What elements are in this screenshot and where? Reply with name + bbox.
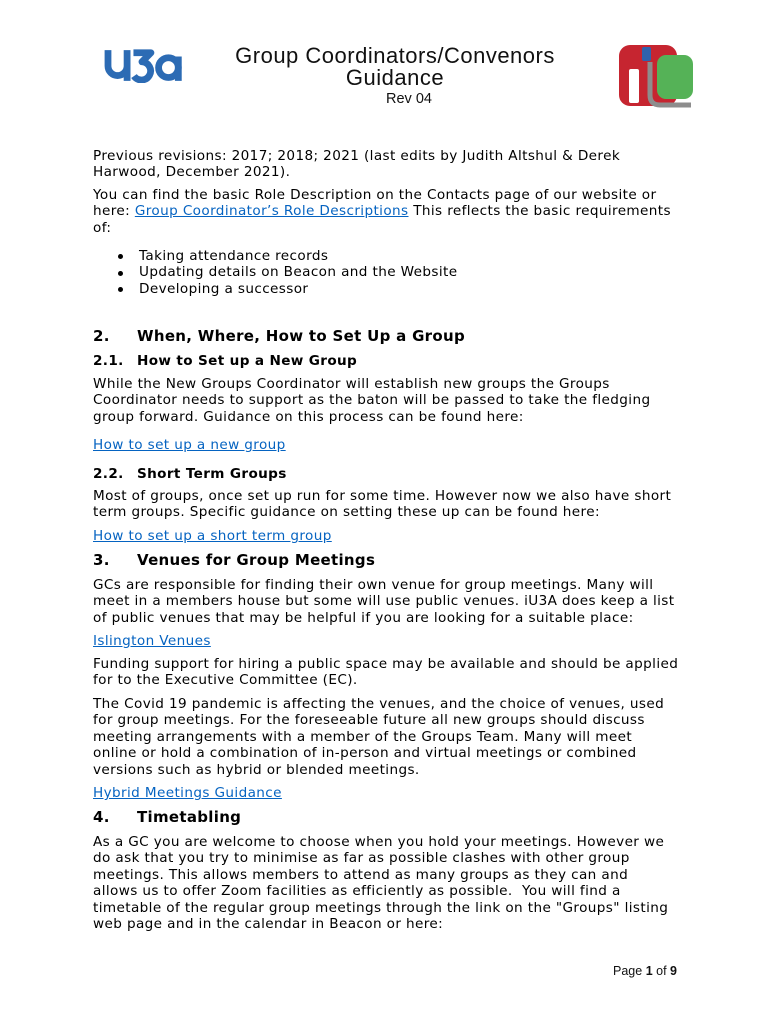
section-title: When, Where, How to Set Up a Group [137,327,466,345]
subsection-heading [93,352,357,370]
subsection-heading [93,465,287,483]
paragraph-line [93,785,282,801]
paragraph-line: Funding support for hiring a public space may be available and should be applied [93,656,679,672]
hybrid-meetings-guidance-link[interactable]: Hybrid Meetings Guidance [93,785,282,801]
funding-paragraph [93,656,678,689]
paragraph-line: group forward. Guidance on this process can be found here: [93,408,524,425]
paragraph-line: meetings. This allows members to attend as many groups as they can and [93,866,629,883]
section-title: Venues for Group Meetings [137,551,376,569]
subsection-title: Short Term Groups [137,466,287,482]
current-page-number: 1 [645,964,653,978]
bullet-icon [118,271,123,276]
title-line: Group Coordinators/Convenors [235,43,555,68]
paragraph-line: online or hold a combination of in-person and virtual meetings or combined [93,745,637,762]
section-heading [93,550,375,570]
requirements-list [93,248,458,297]
paragraph-line: Previous revisions: 2017; 2018; 2021 (last edits by Judith Altshul & Derek [93,148,621,164]
logo-letter-u [108,50,127,81]
section-title: Timetabling [137,808,242,826]
short-term-paragraph [93,488,671,521]
paragraph-line: do ask that you try to minimise as far as possible clashes with other group [93,850,630,867]
paragraph-line: term groups. Specific guidance on setting these up can be found here: [93,504,600,521]
new-group-link-line [93,437,286,453]
paragraph-line: timetable of the regular group meetings through the link on the "Groups" listing [93,899,669,916]
document-title [200,45,590,89]
iu3a-logo [619,45,693,108]
new-group-link[interactable]: How to set up a new group [93,437,286,453]
venues-link-line [93,633,211,649]
paragraph-line: allows us to offer Zoom facilities as efficiently as possible. You will find a [93,883,621,900]
paragraph-line: The Covid 19 pandemic is affecting the venues, and the choice of venues, used [93,696,665,712]
revisions-paragraph [93,148,620,181]
text-before-link: here: [93,203,135,220]
paragraph-line: for group meetings. For the foreseeable future all new groups should discuss [93,712,645,729]
logo-letter-3 [133,53,151,80]
list-item-text: Taking attendance records [139,248,329,264]
paragraph-line: As a GC you are welcome to choose when you hold your meetings. However we [93,834,665,850]
title-line: Guidance [345,65,445,90]
total-pages-number: 9 [670,964,677,978]
bullet-icon [118,287,123,292]
text-after-link: This reflects the basic requirements [408,203,671,220]
list-item [93,281,458,297]
covid-paragraph [93,696,664,778]
subsection-title: How to Set up a New Group [137,353,358,369]
subsection-number: 2.2. [93,466,124,482]
paragraph-line [93,437,286,453]
section-number: 4. [93,808,110,826]
of-word: of [656,964,667,978]
page-number-footer [613,964,677,979]
paragraph-line: You can find the basic Role Description on the Contacts page of our website or [93,187,657,203]
paragraph-line: meet in a members house but some will use public venues. iU3A does keep a list [93,593,675,610]
paragraph-line: versions such as hybrid or blended meetings. [93,761,420,778]
paragraph-line [93,528,332,544]
section-number: 3. [93,551,110,569]
paragraph-line: Harwood, December 2021). [93,164,291,181]
paragraph-line: While the New Groups Coordinator will establish new groups the Groups [93,376,610,392]
new-group-paragraph [93,376,650,425]
role-descriptions-link[interactable]: Group Coordinator’s Role Descriptions [134,203,409,220]
venues-paragraph [93,577,674,626]
hybrid-link-line [93,785,282,801]
paragraph-line: meeting arrangements with a member of the Groups Team. Many will meet [93,728,633,745]
timetabling-paragraph [93,834,668,932]
short-term-group-link[interactable]: How to set up a short term group [93,528,332,544]
paragraph-line: GCs are responsible for finding their own venue for group meetings. Many will [93,577,654,593]
subsection-number: 2.1. [93,353,124,369]
paragraph-line [93,633,211,649]
u3a-logo [102,48,184,83]
paragraph-line: Coordinator needs to support as the baton will be passed to take the fledging [93,392,651,409]
paragraph-line: Most of groups, once set up run for some time. However now we also have short [93,488,672,504]
paragraph-line: of: [93,219,112,236]
role-description-paragraph [93,187,671,236]
list-item-text: Updating details on Beacon and the Website [139,264,458,281]
revision-label: Rev 04 [386,91,432,107]
list-item-text: Developing a successor [139,280,309,297]
bullet-icon [118,254,123,259]
logo-i-stem [629,69,639,103]
list-item [93,248,458,264]
islington-venues-link[interactable]: Islington Venues [93,633,211,649]
section-heading [93,807,241,827]
list-item [93,264,458,280]
paragraph-line: for to the Executive Committee (EC). [93,672,358,689]
paragraph-line [93,203,671,219]
short-term-link-line [93,528,332,544]
page-word: Page [613,964,643,978]
logo-green-block [657,55,693,99]
paragraph-line: web page and in the calendar in Beacon or here: [93,915,444,932]
paragraph-line: of public venues that may be helpful if you are looking for a suitable place: [93,609,634,626]
section-number: 2. [93,327,110,345]
section-heading [93,326,465,346]
logo-blue-dot [642,47,651,61]
